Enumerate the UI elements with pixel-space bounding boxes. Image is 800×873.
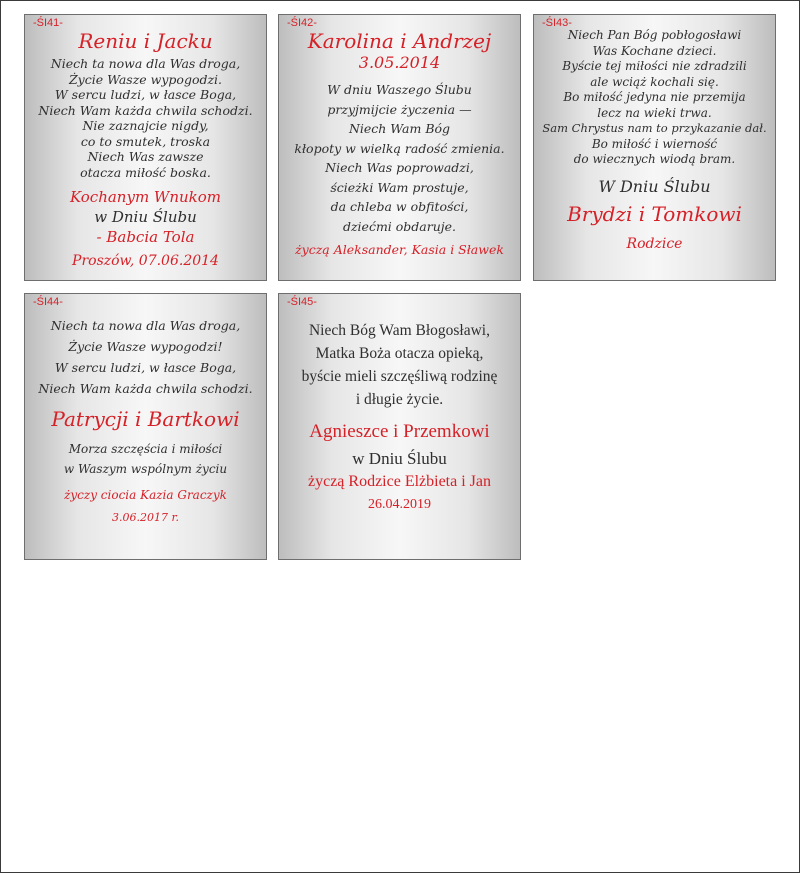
verse-line: Matka Boża otacza opieką, xyxy=(315,345,484,362)
plate-title: Karolina i Andrzej xyxy=(307,29,492,53)
verse-line: Niech Wam każda chwila schodzi. xyxy=(38,102,253,118)
verse-line: przyjmijcie życzenia — xyxy=(327,101,472,117)
wishes-line: w Waszym wspólnym życiu xyxy=(63,462,228,476)
plate-code: -ŚI42- xyxy=(287,17,317,29)
plate-si41 xyxy=(24,14,267,281)
verse-line: lecz na wieki trwa. xyxy=(597,105,712,120)
plate-code: -ŚI43- xyxy=(542,17,572,29)
verse-line: W sercu ludzi, w łasce Boga, xyxy=(54,360,237,375)
verse-line: ścieżki Wam prostuje, xyxy=(330,179,469,195)
plate-signature: - Babcia Tola xyxy=(96,228,195,246)
verse-line: ale wciąż kochali się. xyxy=(590,74,719,89)
plate-occasion: w Dniu Ślubu xyxy=(352,449,447,468)
wishes-line: Morza szczęścia i miłości xyxy=(68,442,223,456)
verse-line: do wiecznych wiodą bram. xyxy=(573,152,736,166)
verse-line: byście mieli szczęśliwą rodzinę xyxy=(301,368,498,385)
plate-si42 xyxy=(278,14,521,281)
verse-line: Bo miłość jedyna nie przemija xyxy=(563,90,746,104)
verse-line: Nie zaznajcie nigdy, xyxy=(82,118,209,133)
verse-line: Niech Was poprowadzi, xyxy=(325,160,474,175)
verse-line: dziećmi obdaruje. xyxy=(342,218,457,234)
plate-title: Reniu i Jacku xyxy=(78,29,213,53)
verse-line: Życie Wasze wypogodzi. xyxy=(68,71,223,87)
verse-line: otacza miłość boska. xyxy=(80,164,211,180)
verse-line: Sam Chrystus nam to przykazanie dał. xyxy=(542,121,767,135)
plate-place-date: Proszów, 07.06.2014 xyxy=(72,253,219,269)
verse-line: Niech Wam każda chwila schodzi. xyxy=(38,381,253,396)
verse-line: Bo miłość i wierność xyxy=(591,136,718,151)
verse-line: Niech Wam Bóg xyxy=(348,121,451,136)
plate-verse xyxy=(534,28,775,168)
plate-occasion: W Dniu Ślubu xyxy=(598,176,711,196)
verse-line: Niech ta nowa dla Was droga, xyxy=(50,56,241,71)
plate-code: -ŚI44- xyxy=(33,296,63,308)
verse-line: Niech ta nowa dla Was droga, xyxy=(50,318,241,333)
verse-line: Byście tej miłości nie zdradzili xyxy=(562,59,747,73)
plate-signature: życzy ciocia Kazia Graczyk xyxy=(64,488,227,502)
verse-line: Niech Pan Bóg pobłogosławi xyxy=(567,28,742,42)
plate-verse xyxy=(279,319,520,411)
plate-si44 xyxy=(24,293,267,560)
plate-si45 xyxy=(278,293,521,560)
plate-names: Brydzi i Tomkowi xyxy=(567,201,742,226)
plate-date: 26.04.2019 xyxy=(368,497,431,512)
plate-date: 3.05.2014 xyxy=(358,53,441,72)
plate-date: 3.06.2017 r. xyxy=(111,511,180,524)
plate-signature: życzą Rodzice Elżbieta i Jan xyxy=(307,473,491,490)
verse-line: Was Kochane dzieci. xyxy=(592,43,717,58)
verse-line: Niech Bóg Wam Błogosławi, xyxy=(308,322,490,339)
plate-signature: życzą Aleksander, Kasia i Sławek xyxy=(295,242,504,257)
verse-line: W dniu Waszego Ślubu xyxy=(327,82,472,97)
plate-signature: Rodzice xyxy=(626,235,683,252)
plate-verse xyxy=(25,56,266,180)
plate-verse xyxy=(279,80,520,236)
verse-line: kłopoty w wielką radość zmienia. xyxy=(294,140,505,156)
plate-names: Agnieszce i Przemkowi xyxy=(309,421,490,442)
plate-names: Patrycji i Bartkowi xyxy=(51,407,240,431)
verse-line: W sercu ludzi, w łasce Boga, xyxy=(54,87,237,102)
plate-verse xyxy=(25,315,266,399)
verse-line: Życie Wasze wypogodzi! xyxy=(68,339,223,354)
verse-line: co to smutek, troska xyxy=(80,133,211,149)
plate-si43 xyxy=(533,14,776,281)
plate-code: -ŚI45- xyxy=(287,296,317,308)
plate-dedication: Kochanym Wnukom xyxy=(69,188,222,206)
verse-line: da chleba w obfitości, xyxy=(330,199,469,214)
plate-occasion: w Dniu Ślubu xyxy=(94,208,197,226)
plate-wishes xyxy=(25,439,266,479)
verse-line: Niech Was zawsze xyxy=(87,149,204,164)
plate-code: -ŚI41- xyxy=(33,17,63,29)
verse-line: i długie życie. xyxy=(355,391,444,408)
